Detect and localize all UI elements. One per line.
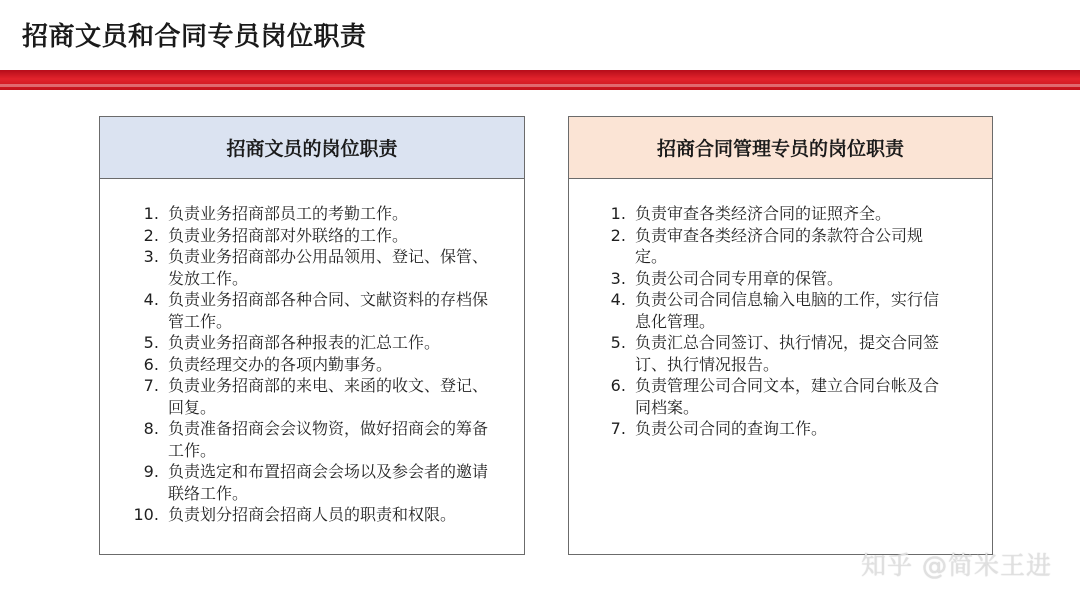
- watermark: 知乎 @简米王进: [861, 551, 1052, 580]
- list-item: 7. 负责业务招商部的来电、来函的收文、登记、回复。: [164, 375, 490, 418]
- clerk-duties-card: [99, 116, 525, 555]
- list-item: 10. 负责划分招商会招商人员的职责和权限。: [164, 504, 490, 526]
- list-item: 9. 负责选定和布置招商会会场以及参会者的邀请联络工作。: [164, 461, 490, 504]
- header-red-band: [0, 70, 1080, 90]
- list-item: 4. 负责公司合同信息输入电脑的工作，实行信息化管理。: [631, 289, 954, 332]
- contract-duties-title: 招商合同管理专员的岗位职责: [569, 117, 992, 179]
- list-item: 1. 负责业务招商部员工的考勤工作。: [164, 203, 490, 225]
- list-item: 5. 负责汇总合同签订、执行情况，提交合同签订、执行情况报告。: [631, 332, 954, 375]
- contract-duties-list: [569, 179, 992, 440]
- list-item: 3. 负责公司合同专用章的保管。: [631, 268, 954, 290]
- clerk-duties-title: 招商文员的岗位职责: [100, 117, 524, 179]
- list-item: 8. 负责准备招商会会议物资，做好招商会的筹备工作。: [164, 418, 490, 461]
- list-item: 1. 负责审查各类经济合同的证照齐全。: [631, 203, 954, 225]
- page-title: 招商文员和合同专员岗位职责: [22, 22, 367, 52]
- clerk-duties-list: [100, 179, 524, 526]
- list-item: 7. 负责公司合同的查询工作。: [631, 418, 954, 440]
- list-item: 5. 负责业务招商部各种报表的汇总工作。: [164, 332, 490, 354]
- list-item: 2. 负责业务招商部对外联络的工作。: [164, 225, 490, 247]
- list-item: 2. 负责审查各类经济合同的条款符合公司规定。: [631, 225, 954, 268]
- list-item: 3. 负责业务招商部办公用品领用、登记、保管、发放工作。: [164, 246, 490, 289]
- contract-duties-card: [568, 116, 993, 555]
- list-item: 4. 负责业务招商部各种合同、文献资料的存档保管工作。: [164, 289, 490, 332]
- list-item: 6. 负责管理公司合同文本，建立合同台帐及合同档案。: [631, 375, 954, 418]
- list-item: 6. 负责经理交办的各项内勤事务。: [164, 354, 490, 376]
